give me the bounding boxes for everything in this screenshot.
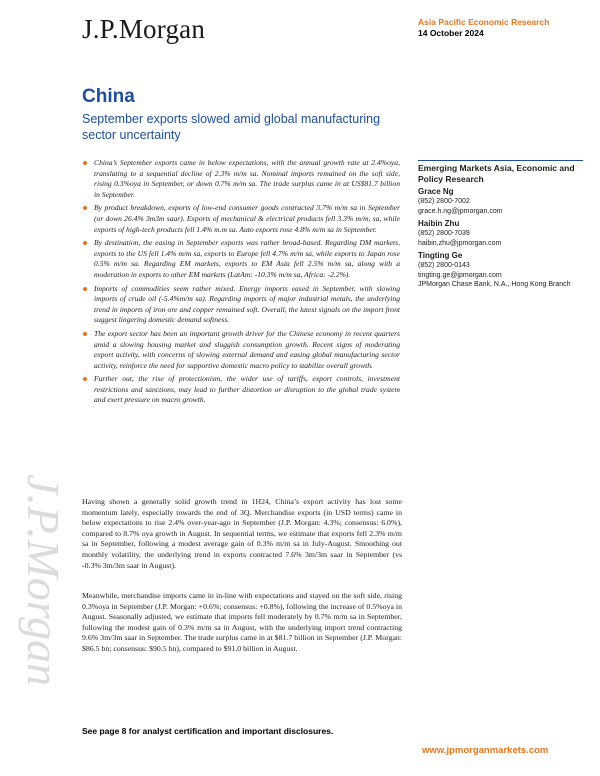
analyst-name: Haibin Zhu — [418, 219, 460, 228]
analyst-sidebar — [418, 160, 583, 290]
key-point-text: The export sector has been an important growth driver for the Chinese economy in recent quarters amid a slowing housing market and sluggish consumption growth. Recent signs of moderating export activity, with concerns of slowing external demand and easing global manufacturing sector activity, reinforce the need for supportive domestic macro policy to stabilize overall growth. — [94, 328, 400, 370]
bullet-dot-icon — [83, 206, 87, 210]
analyst-contact — [418, 219, 583, 248]
footer-link[interactable]: www.jpmorganmarkets.com — [422, 745, 549, 756]
disclosure-note: See page 8 for analyst certification and important disclosures. — [82, 726, 334, 736]
key-point — [82, 238, 400, 280]
bullet-dot-icon — [83, 377, 87, 381]
watermark-text: J.P.Morgan — [18, 474, 69, 687]
analyst-name: Grace Ng — [418, 187, 454, 196]
analyst-email[interactable]: grace.h.ng@jpmorgan.com — [418, 207, 503, 215]
analyst-name: Tingting Ge — [418, 251, 463, 260]
legal-entity: JPMorgan Chase Bank, N.A., Hong Kong Branch — [418, 281, 571, 288]
key-point-text: By product breakdown, exports of low-end consumer goods contracted 3.7% m/m sa in September (or down 26.4% 3m3m saar). Exports of mechanical & electrical products fell 3.3% m/m, sa, while exports of high-tech products fell 1.4% m.m sa. Auto exports rose 4.8% m/m sa in September. — [94, 203, 400, 234]
bullet-dot-icon — [83, 287, 87, 291]
analyst-contact — [418, 251, 583, 280]
jpmorgan-logo: J.P.Morgan — [82, 14, 206, 44]
key-point — [82, 158, 400, 200]
analyst-phone: (852) 2800-7039 — [418, 230, 470, 237]
analyst-phone: (852) 2800-7002 — [418, 198, 470, 205]
key-point — [82, 284, 400, 326]
report-header — [418, 17, 549, 39]
key-point — [82, 203, 400, 235]
bullet-dot-icon — [83, 161, 87, 165]
analyst-email[interactable]: haibin.zhu@jpmorgan.com — [418, 239, 502, 247]
key-point-text: Imports of commodities seem rather mixed. Energy imports eased in September, with slowing imports of crude oil (-5.4%m/m sa). Regarding imports of major industrial metals, the underlying trend in imports of iron ore and copper remained soft. Overall, the latest signals on the import front suggest lingering domestic demand softness. — [94, 283, 400, 325]
body-paragraph: Meanwhile, merchandise imports came in in-line with expectations and stayed on the soft side, rising 0.3%oya in September (J.P. Morgan: +0.6%; consensus: +0.8%), following the increase of 0.5%oya in August. Seasonally adjusted, we estimate that imports fell moderately by 0.7% m/m sa in September, following the modest gain of 0.3% m/m sa in August, with the underlying import trend contracting 9.6% 3m/3m saar in September. The trade surplus came in at $81.7 billion in September (J.P. Morgan: $86.5 bn; consensus: $90.5 bn), compared to $91.0 billion in August. — [82, 591, 402, 653]
bullet-dot-icon — [83, 241, 87, 245]
key-points-list — [82, 158, 400, 409]
key-point — [82, 374, 400, 406]
key-point — [82, 329, 400, 371]
bullet-dot-icon — [83, 332, 87, 336]
analyst-phone: (852) 2800-0143 — [418, 262, 470, 269]
team-name: Emerging Markets Asia, Economic and Policy Research — [418, 160, 583, 184]
key-point-text: China’s September exports came in below expectations, with the annual growth rate at 2.4%oya, translating to a sequential decline of 2.3% m/m sa. Nominal imports remained on the soft side, rising 0.3%oya in September, or down 0.7% m/m sa. The trade surplus came in at US$81.7 billion in September. — [94, 158, 400, 199]
jpmorgan-watermark-logo — [4, 470, 74, 770]
report-date: 14 October 2024 — [418, 28, 484, 38]
key-point-text: By destination, the easing in September exports was rather broad-based. Regarding DM markets, exports to the US fell 1.4% m/m sa, exports to Europe fell 4.7% m/m sa, while exports to Japan rose 0.5% m/m sa. Regarding EM markets, exports to EM Asia fell 2.5% m/m sa, along with a moderation in exports to other EM markets (LatAm: -10.3% m/m sa, Africa: -2.2%). — [94, 238, 400, 279]
page-title: China — [82, 86, 135, 107]
body-paragraph: Having shown a generally solid growth trend in 1H24, China’s export activity has lost some momentum lately, especially towards the end of 3Q. Merchandise exports (in USD terms) came in below expectations to rise 2.4% over-year-ago in September (J.P. Morgan: 4.3%; consensus: 6.0%), compared to 8.7% oya growth in August. In sequential terms, we estimate that exports fell 2.3% m/m sa in September, following a modest average gain of 0.3% m/m sa in July-August. Smoothing out monthly volatility, the underlying trend in exports contracted 7.6% 3m/3m saar in September (vs -0.3% 3m/3m saar in August). — [82, 497, 402, 570]
analyst-email[interactable]: tingting.ge@jpmorgan.com — [418, 271, 502, 279]
key-point-text: Further out, the rise of protectionism, the wider use of tariffs, export controls, investment restrictions and sanctions, may lead to further distortion or disruption to the global trade system and exert pressure on macro growth. — [94, 374, 400, 405]
analyst-contact — [418, 187, 583, 216]
page-subtitle: September exports slowed amid global manufacturing sector uncertainty — [82, 112, 381, 142]
report-category: Asia Pacific Economic Research — [418, 17, 550, 27]
